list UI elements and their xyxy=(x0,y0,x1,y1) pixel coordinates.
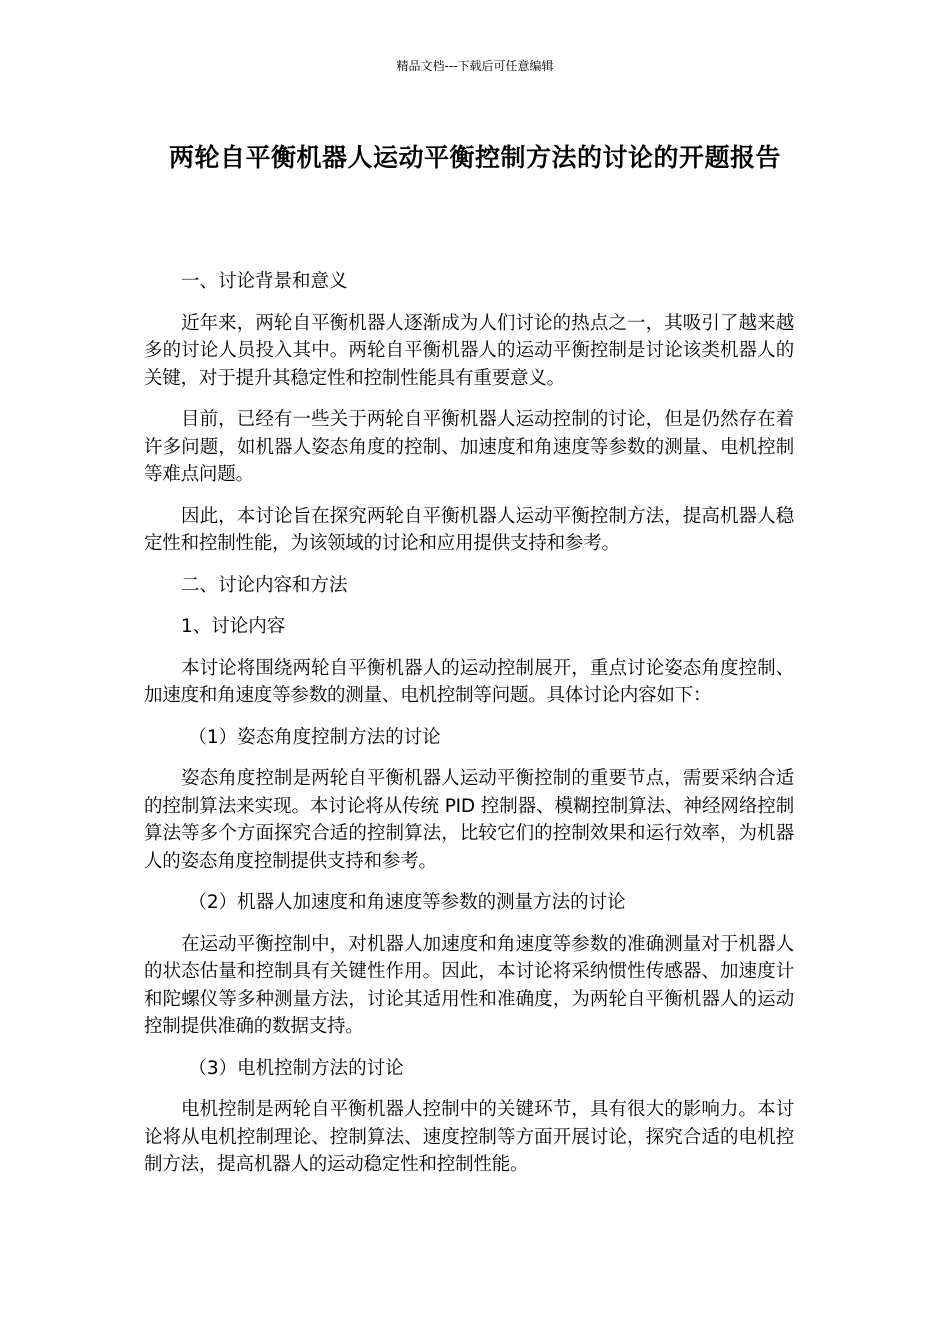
section-heading-content-methods: 二、讨论内容和方法 xyxy=(181,574,348,596)
paragraph-background-3: 因此，本讨论旨在探究两轮自平衡机器人运动平衡控制方法，提高机器人稳定性和控制性能，为该领域的讨论和应用提供支持和参考。 xyxy=(144,505,794,554)
paragraph-background-2: 目前，已经有一些关于两轮自平衡机器人运动控制的讨论，但是仍然存在着许多问题，如机器人姿态角度的控制、加速度和角速度等参数的测量、电机控制等难点问题。 xyxy=(144,409,794,485)
paragraph-attitude-control: 姿态角度控制是两轮自平衡机器人运动平衡控制的重要节点，需要采纳合适的控制算法来实现。本讨论将从传统 PID 控制器、模糊控制算法、神经网络控制算法等多个方面探究合适的控制算法，比较它们的控制效果和运行效率，为机器人的姿态角度控制提供支持和参考。 xyxy=(144,768,794,872)
paragraph-content-intro: 本讨论将围绕两轮自平衡机器人的运动控制展开，重点讨论姿态角度控制、加速度和角速度等参数的测量、电机控制等问题。具体讨论内容如下： xyxy=(144,657,794,706)
document-body xyxy=(144,268,794,1193)
subsection-heading-content: 1、讨论内容 xyxy=(181,616,286,637)
paragraph-measurement: 在运动平衡控制中，对机器人加速度和角速度等参数的准确测量对于机器人的状态估量和控制具有关键性作用。因此，本讨论将采纳惯性传感器、加速度计和陀螺仪等多种测量方法，讨论其适用性和准确度，为两轮自平衡机器人的运动控制提供准确的数据支持。 xyxy=(144,933,794,1037)
section-heading-background: 一、讨论背景和意义 xyxy=(181,271,348,292)
item-heading-motor-control: （3）电机控制方法的讨论 xyxy=(188,1057,404,1079)
paragraph-motor-control: 电机控制是两轮自平衡机器人控制中的关键环节，具有很大的影响力。本讨论将从电机控制理论、控制算法、速度控制等方面开展讨论，探究合适的电机控制方法，提高机器人的运动稳定性和控制性能。 xyxy=(144,1099,794,1175)
paragraph-background-1: 近年来，两轮自平衡机器人逐渐成为人们讨论的热点之一，其吸引了越来越多的讨论人员投入其中。两轮自平衡机器人的运动平衡控制是讨论该类机器人的关键，对于提升其稳定性和控制性能具有重要意义。 xyxy=(144,312,794,389)
header-note: 精品文档---下载后可任意编辑 xyxy=(396,59,554,73)
item-heading-measurement: （2）机器人加速度和角速度等参数的测量方法的讨论 xyxy=(188,892,626,913)
item-heading-attitude-control: （1）姿态角度控制方法的讨论 xyxy=(188,726,441,748)
document-title: 两轮自平衡机器人运动平衡控制方法的讨论的开题报告 xyxy=(168,143,781,172)
